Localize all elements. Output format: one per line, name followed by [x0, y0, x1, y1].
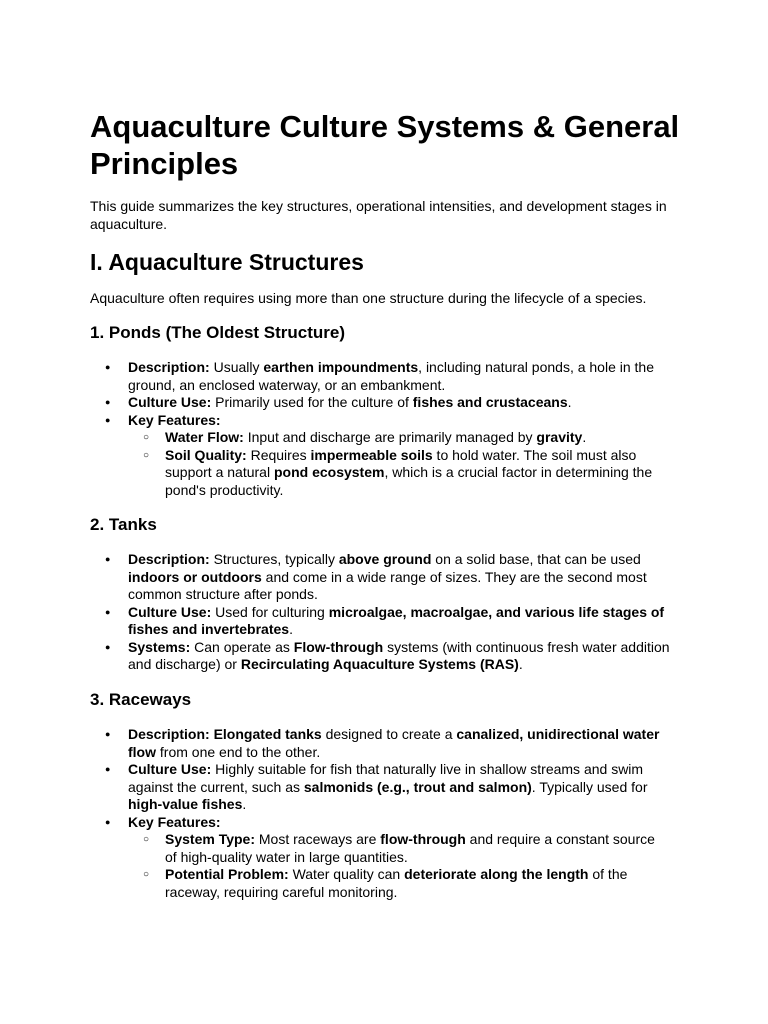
raceways-heading: 3. Raceways [90, 690, 192, 709]
sub-list [128, 429, 670, 499]
item-label: Systems: [128, 638, 191, 655]
item-label: Key Features: [128, 813, 221, 830]
tanks-heading: 2. Tanks [90, 515, 157, 534]
item-label: Description: [128, 551, 210, 567]
document-title: Aquaculture Culture Systems & General Principles [90, 109, 680, 181]
list-item: ● Culture Use: Used for culturing microalgae, macroalgae, and various life stages of fishes and invertebrates. [90, 604, 670, 639]
list-item: ● Culture Use: Highly suitable for fish that naturally live in shallow streams and swim against the current, such as salmonids (e.g., trout and salmon). Typically used for high-value fishes. [90, 761, 670, 814]
section-lead-paragraph: Aquaculture often requires using more than one structure during the lifecycle of a species. [90, 290, 647, 306]
item-label: Description: [128, 359, 210, 375]
ponds-heading: 1. Ponds (The Oldest Structure) [90, 323, 346, 342]
sub-list-item: ○ Soil Quality: Requires impermeable soils to hold water. The soil must also support a natural pond ecosystem, which is a crucial factor in determining the pond's productivity. [128, 447, 670, 500]
item-label: Culture Use: [128, 394, 212, 410]
sub-list [128, 831, 670, 901]
list-item: ● Description: Structures, typically above ground on a solid base, that can be used indoors or outdoors and come in a wide range of sizes. They are the second most common structure after ponds. [90, 551, 670, 604]
sub-list-item: ○ Potential Problem: Water quality can deteriorate along the length of the raceway, requiring careful monitoring. [128, 866, 670, 901]
item-label: Soil Quality: [165, 446, 247, 463]
list-item: ● Systems: Can operate as Flow-through systems (with continuous fresh water addition and discharge) or Recirculating Aquaculture Systems (RAS). [90, 639, 670, 674]
raceways-list [90, 726, 670, 901]
item-label: Culture Use: [128, 603, 212, 620]
tanks-list [90, 551, 670, 674]
intro-paragraph: This guide summarizes the key structures, operational intensities, and development stages in aquaculture. [90, 198, 667, 232]
sub-list-item: ○ System Type: Most raceways are flow-through and require a constant source of high-quality water in large quantities. [128, 831, 670, 866]
item-label: Description: [128, 726, 210, 742]
item-label: Potential Problem: [165, 866, 289, 882]
list-item [90, 412, 670, 500]
sub-list-item: ○ Water Flow: Input and discharge are primarily managed by gravity. [128, 429, 670, 447]
ponds-list [90, 359, 670, 499]
item-label: Key Features: [128, 411, 221, 428]
list-item [90, 814, 670, 902]
section-heading: I. Aquaculture Structures [90, 249, 364, 275]
list-item: ● Description: Usually earthen impoundments, including natural ponds, a hole in the ground, an enclosed waterway, or an embankment. [90, 359, 670, 394]
item-label: System Type: [165, 831, 255, 847]
item-label: Water Flow: [165, 429, 244, 445]
item-label: Culture Use: [128, 761, 212, 777]
list-item: ● Culture Use: Primarily used for the culture of fishes and crustaceans. [90, 394, 670, 412]
list-item: ● Description: Elongated tanks designed to create a canalized, unidirectional water flow from one end to the other. [90, 726, 670, 761]
